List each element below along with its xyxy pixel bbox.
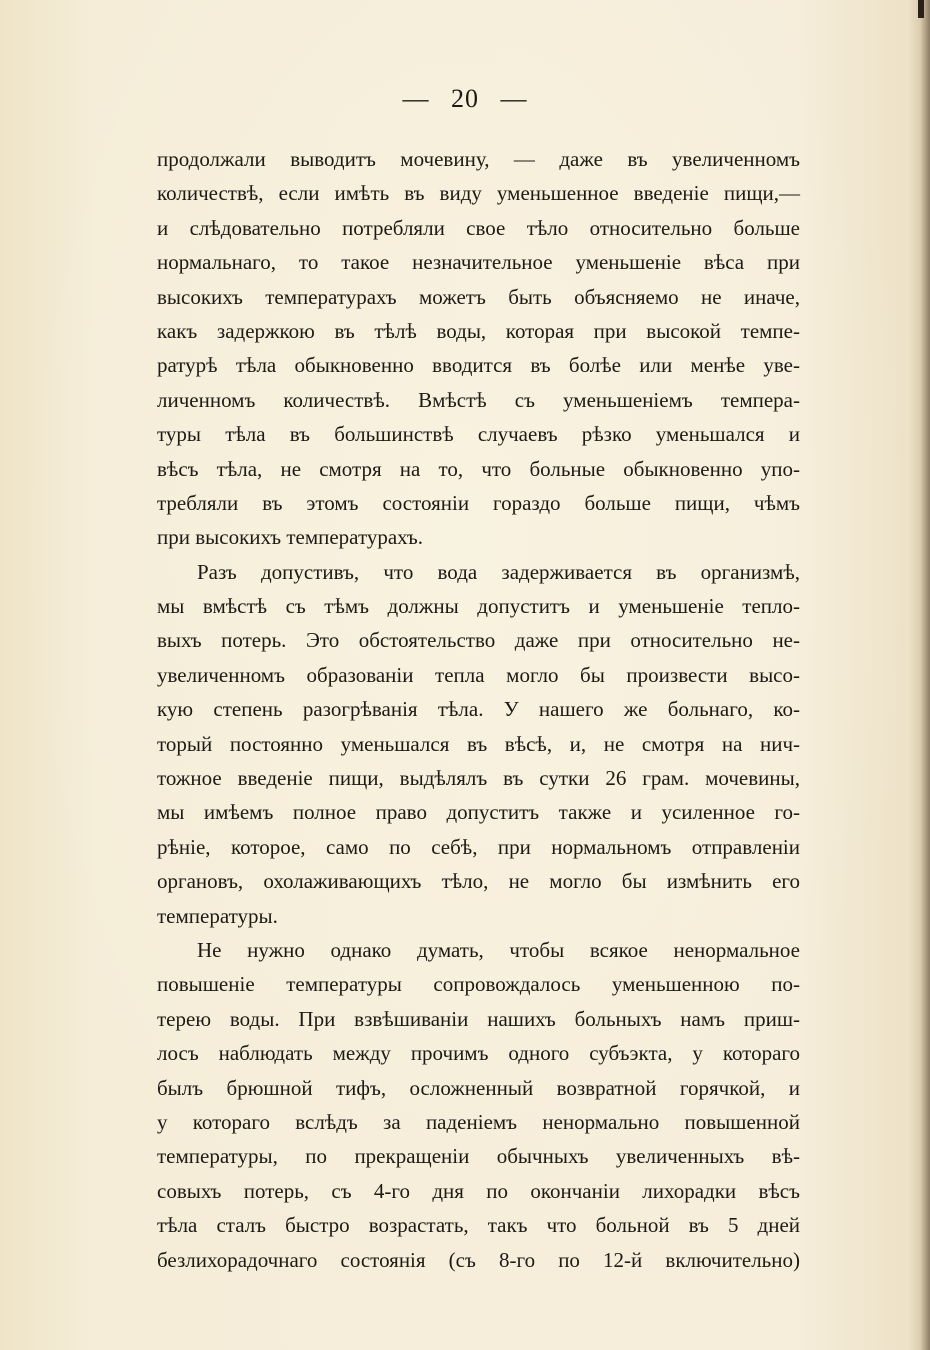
text-line: высокихъ температурахъ можетъ быть объясняемо не иначе, (157, 284, 800, 309)
text-line: тѣла сталъ быстро возрастать, такъ что больной въ 5 дней (157, 1213, 800, 1238)
text-line: вѣсъ тѣла, не смотря на то, что больные обыкновенно упо- (157, 456, 800, 481)
text-line: лосъ наблюдать между прочимъ одного субъэкта, у котораго (157, 1041, 800, 1066)
body-text (157, 142, 800, 1277)
paragraph-1 (157, 142, 800, 555)
text-line: и слѣдовательно потребляли свое тѣло относительно больше (157, 215, 800, 240)
text-line: требляли въ этомъ состояніи гораздо больше пищи, чѣмъ (157, 490, 800, 515)
text-line: Разъ допустивъ, что вода задерживается въ организмѣ, (197, 559, 800, 584)
page-header (0, 84, 930, 114)
text-line: былъ брюшной тифъ, осложненный возвратной горячкой, и (157, 1075, 800, 1100)
text-line: количествѣ, если имѣть въ виду уменьшенное введеніе пищи,— (157, 181, 800, 206)
text-line: личенномъ количествѣ. Вмѣстѣ съ уменьшеніемъ темпера- (157, 387, 800, 412)
text-line: повышеніе температуры сопровождалось уменьшенною по- (157, 972, 800, 997)
text-line: безлихорадочнаго состоянія (съ 8-го по 12-й включительно) (157, 1247, 800, 1272)
text-line: торый постоянно уменьшался въ вѣсѣ, и, не смотря на нич- (157, 731, 800, 756)
header-dash-left: — (402, 84, 430, 113)
text-line: терею воды. При взвѣшиваніи нашихъ больныхъ намъ приш- (157, 1006, 800, 1031)
text-line: рѣніе, которое, само по себѣ, при нормальномъ отправленіи (157, 834, 800, 859)
text-line: мы имѣемъ полное право допуститъ также и усиленное го- (157, 800, 800, 825)
page-edge-mark (918, 0, 924, 18)
text-line: выхъ потерь. Это обстоятельство даже при относительно не- (157, 628, 800, 653)
text-line: какъ задержкою въ тѣлѣ воды, которая при высокой темпе- (157, 318, 800, 343)
text-line: Не нужно однако думать, чтобы всякое ненормальное (197, 937, 800, 962)
text-line: тожное введеніе пищи, выдѣлялъ въ сутки 26 грам. мочевины, (157, 766, 800, 791)
text-line: увеличенномъ образованіи тепла могло бы произвести высо- (157, 662, 800, 687)
text-line: температуры, по прекращеніи обычныхъ увеличенныхъ вѣ- (157, 1144, 800, 1169)
text-line: органовъ, охолаживающихъ тѣло, не могло бы измѣнить его (157, 869, 800, 894)
header-dash-right: — (500, 84, 528, 113)
paragraph-3 (157, 933, 800, 1277)
text-line: нормальнаго, то такое незначительное уменьшеніе вѣса при (157, 250, 800, 275)
text-line: туры тѣла въ большинствѣ случаевъ рѣзко уменьшался и (157, 422, 800, 447)
text-line: кую степень разогрѣванія тѣла. У нашего же больнаго, ко- (157, 697, 800, 722)
text-line: у котораго вслѣдъ за паденіемъ ненормально повышенной (157, 1109, 800, 1134)
text-line: ратурѣ тѣла обыкновенно вводится въ болѣе или менѣе уве- (157, 353, 800, 378)
text-line: совыхъ потерь, съ 4-го дня по окончаніи лихорадки вѣсъ (157, 1178, 800, 1203)
text-line: при высокихъ температурахъ. (157, 525, 423, 550)
text-line: температуры. (157, 903, 278, 928)
page-number: 20 (451, 84, 479, 113)
text-line: мы вмѣстѣ съ тѣмъ должны допуститъ и уменьшеніе тепло- (157, 594, 800, 619)
text-line: продолжали выводитъ мочевину, — даже въ увеличенномъ (157, 147, 800, 171)
paragraph-2 (157, 555, 800, 933)
page-edge-shadow (908, 0, 930, 1350)
